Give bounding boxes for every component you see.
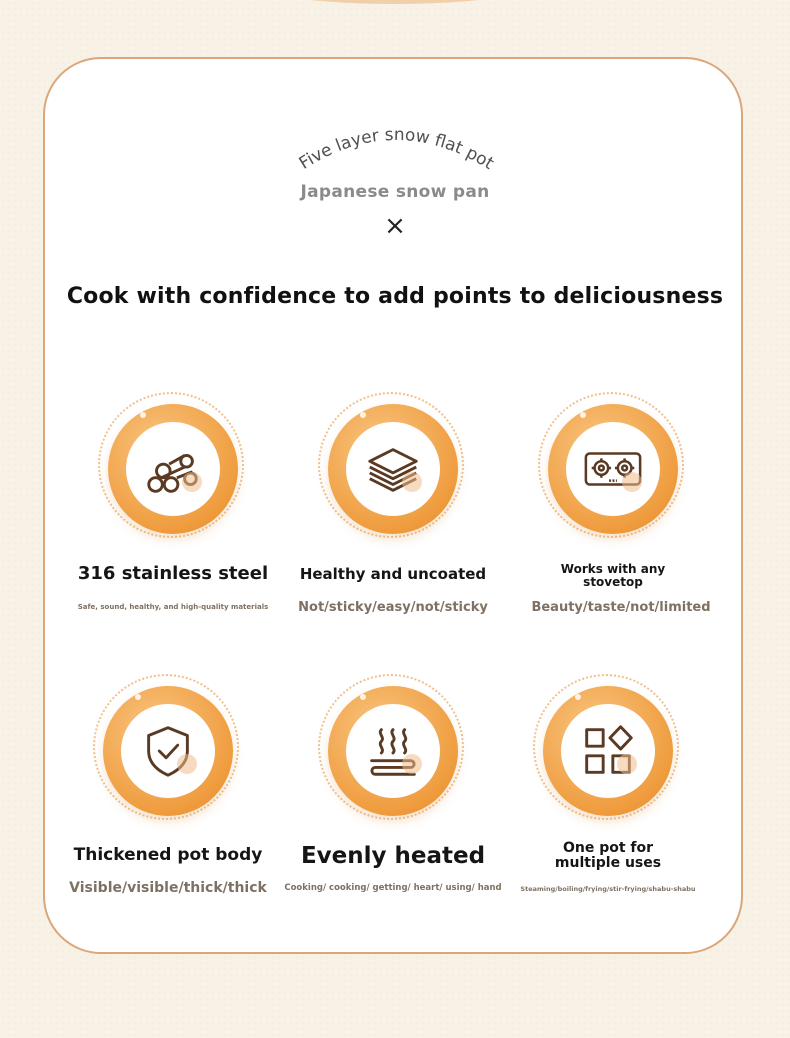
feature-title: Evenly heated: [300, 843, 486, 869]
feature-title: Thickened pot body: [73, 845, 263, 865]
svg-text:Five layer snow flat pot: [296, 125, 498, 174]
spark-dot: [135, 694, 141, 700]
gloss-dot: [182, 472, 202, 492]
spark-dot: [360, 694, 366, 700]
gloss-dot: [402, 754, 422, 774]
feature-icon-badge: [318, 392, 468, 542]
feature-title: One pot for multiple uses: [554, 840, 662, 871]
feature-desc: Beauty/taste/not/limited: [531, 600, 711, 615]
feature-desc: Not/sticky/easy/not/sticky: [298, 600, 488, 615]
feature-icon-badge: [98, 392, 248, 542]
feature-icon-badge: [538, 392, 688, 542]
gloss-dot: [622, 472, 642, 492]
icon-disc: [121, 704, 215, 798]
spark-dot: [575, 694, 581, 700]
icon-disc: [126, 422, 220, 516]
feature-desc: Steaming/boiling/frying/stir-frying/shabu-shabu: [520, 885, 696, 893]
spark-dot: [140, 412, 146, 418]
top-decor-arc: [255, 0, 535, 4]
gloss-dot: [617, 754, 637, 774]
times-symbol: ×: [384, 211, 406, 241]
headline: Cook with confidence to add points to deliciousness: [66, 284, 724, 309]
icon-disc: [346, 704, 440, 798]
arc-title-text: Five layer snow flat pot: [295, 124, 498, 174]
feature-title: 316 stainless steel: [77, 563, 269, 584]
spark-dot: [580, 412, 586, 418]
icon-disc: [566, 422, 660, 516]
subtitle: Japanese snow pan: [300, 182, 490, 202]
feature-desc: Visible/visible/thick/thick: [69, 880, 267, 896]
feature-title: Works with any stovetop: [560, 562, 666, 589]
feature-icon-badge: [318, 674, 468, 824]
icon-disc: [346, 422, 440, 516]
feature-icon-badge: [533, 674, 683, 824]
arc-title: [275, 110, 515, 190]
feature-desc: Safe, sound, healthy, and high-quality materials: [77, 603, 269, 611]
spark-dot: [360, 412, 366, 418]
gloss-dot: [402, 472, 422, 492]
feature-desc: Cooking/ cooking/ getting/ heart/ using/ hand: [284, 883, 502, 893]
feature-title: Healthy and uncoated: [299, 565, 487, 583]
feature-icon-badge: [93, 674, 243, 824]
gloss-dot: [177, 754, 197, 774]
icon-disc: [561, 704, 655, 798]
